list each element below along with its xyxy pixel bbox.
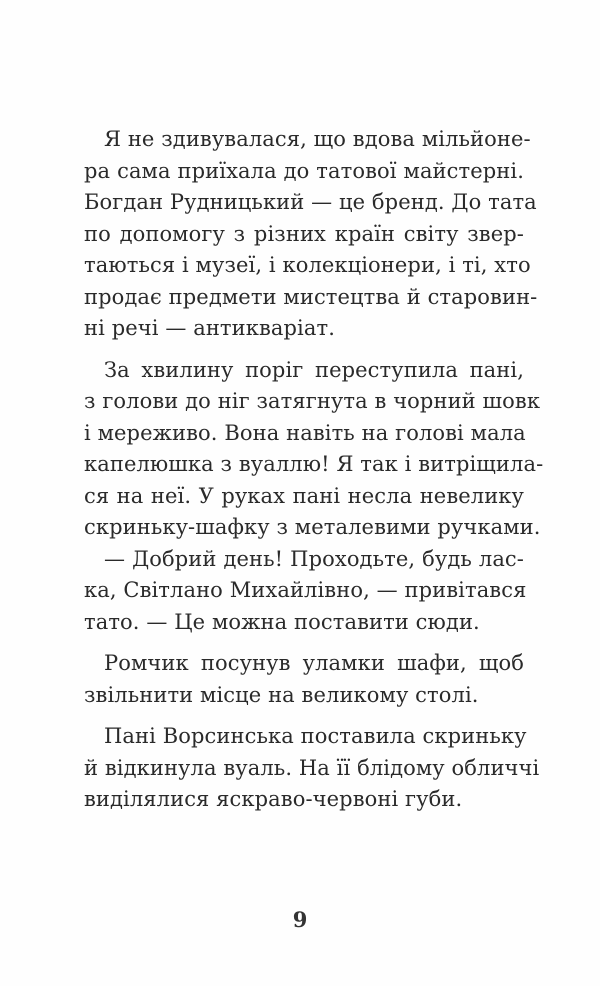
text-line: з голови до ніг затягнута в чорний шовк [84, 389, 541, 413]
text-line: ся на неї. У руках пані несла невелику [84, 483, 524, 508]
text-line: і мереживо. Вона навіть на голові мала [84, 420, 526, 445]
paragraph-4 [84, 721, 540, 816]
text-line: звільнити місце на великому столі. [84, 682, 479, 707]
text-line: Богдан Рудницький — це бренд. До тата [84, 190, 537, 214]
text-line: таються і музеї, і колекціонери, і ті, хто [84, 253, 531, 277]
text-line: За хвилину поріг переступила пані, [104, 357, 524, 382]
text-line: Я не здивувалася, що вдова мільйоне- [104, 127, 531, 151]
page-number: 9 [292, 907, 308, 932]
paragraph-3 [84, 648, 524, 711]
paragraph-1 [84, 124, 538, 345]
text-line: Ромчик посунув уламки шафи, щоб [104, 651, 524, 675]
paragraph-2 [84, 355, 544, 639]
text-line: й відкинула вуаль. На її блідому обличчі [84, 755, 540, 780]
text-line: скриньку-шафку з металевими ручками. [84, 515, 541, 539]
text-line: виділялися яскраво-червоні губи. [84, 787, 463, 811]
text-line: Пані Ворсинська поставила скриньку [104, 724, 527, 748]
text-line: капелюшка з вуаллю! Я так і витріщила- [84, 452, 544, 476]
body-text [84, 124, 544, 826]
text-line: — Добрий день! Проходьте, будь лас- [104, 546, 524, 571]
text-line: ні речі — антикваріат. [84, 316, 335, 340]
text-line: ра сама приїхала до татової майстерні. [84, 158, 524, 183]
text-line: продає предмети мистецтва й старовин- [84, 284, 538, 309]
text-line: ка, Світлано Михайлівно, — привітався [84, 578, 527, 602]
text-line: по допомогу з різних країн світу звер- [84, 221, 524, 246]
text-line: тато. — Це можна поставити сюди. [84, 609, 480, 634]
